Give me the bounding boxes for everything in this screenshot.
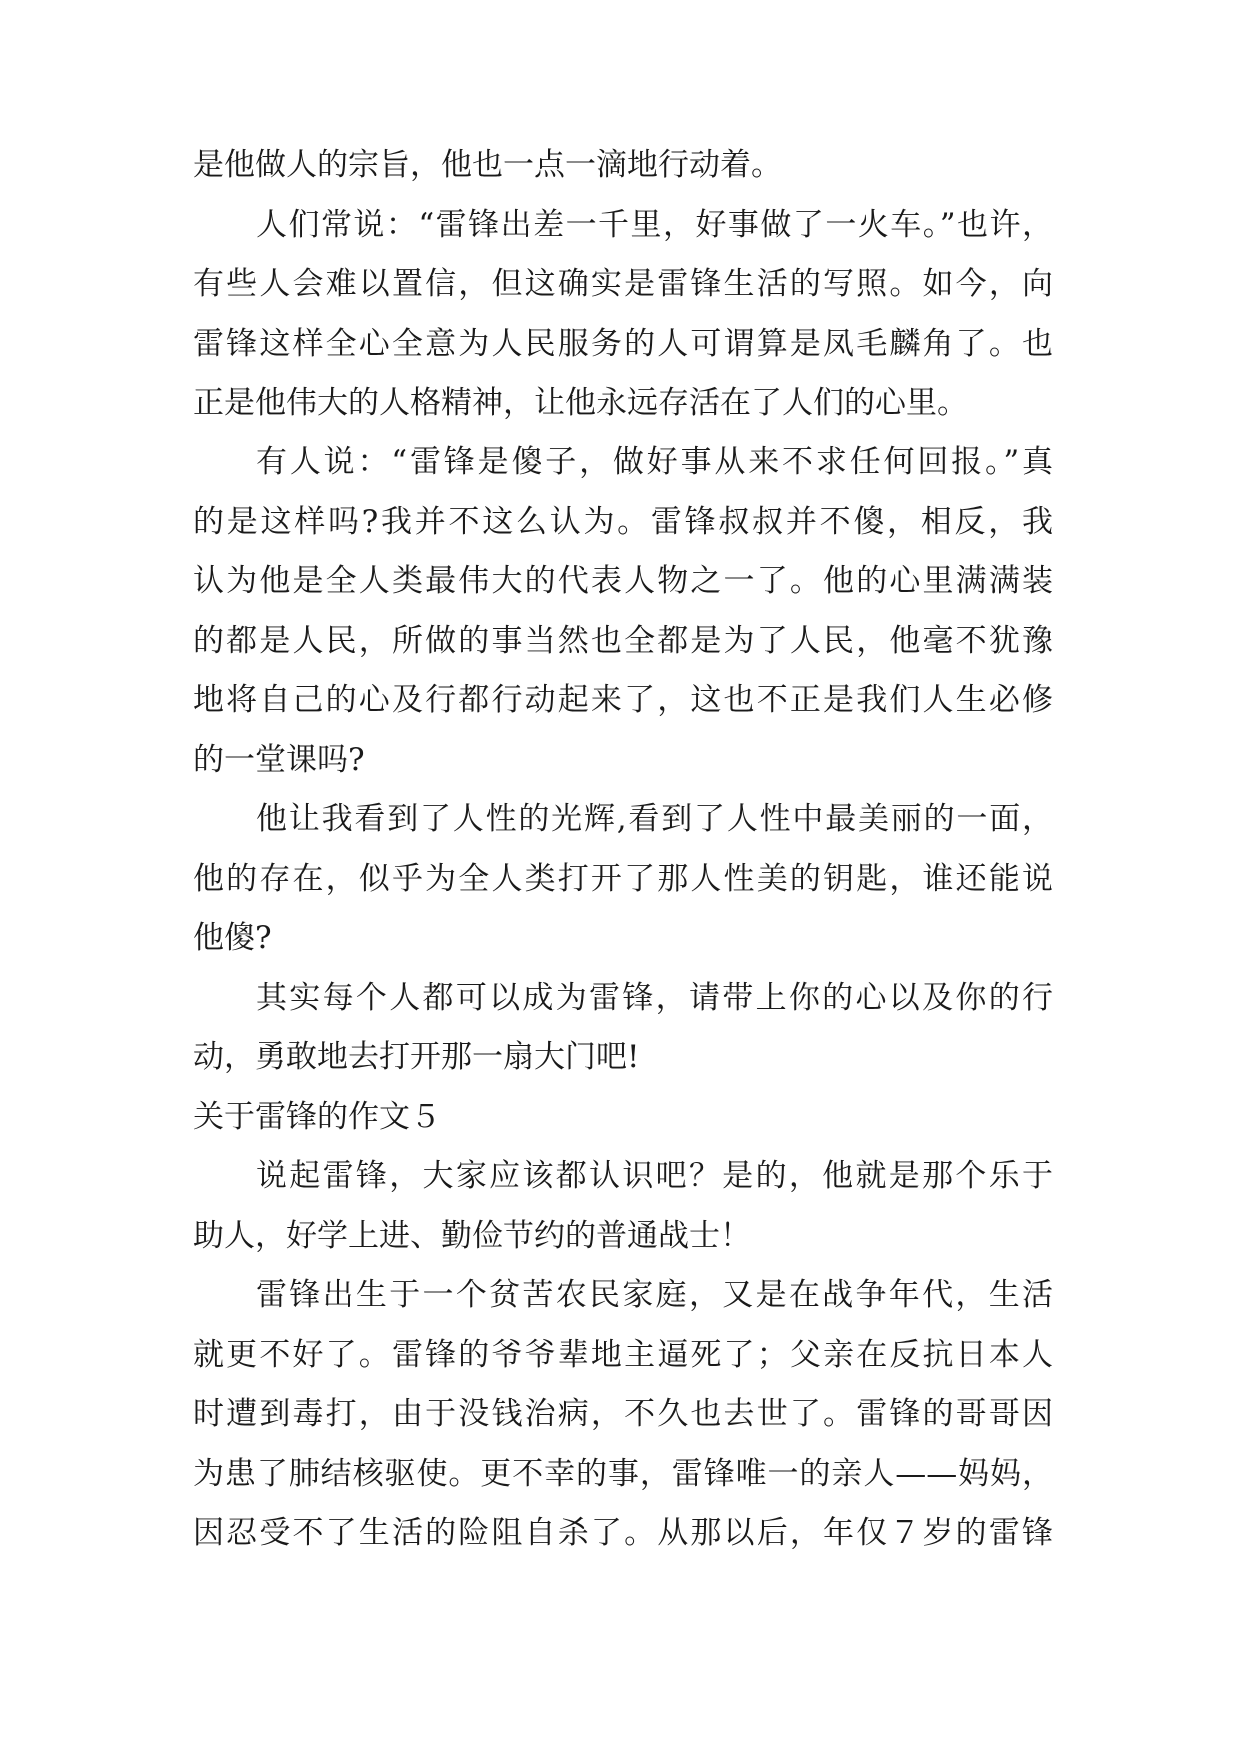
text-line: 他的存在，似乎为全人类打开了那人性美的钥匙，谁还能说 — [193, 861, 1053, 897]
text-line: 的一堂课吗? — [193, 742, 365, 778]
paragraph-first-line: 雷锋出生于一个贫苦农民家庭，又是在战争年代，生活 — [256, 1277, 1053, 1313]
paragraph-first-line: 他让我看到了人性的光辉,看到了人性中最美丽的一面， — [256, 801, 1053, 837]
text-line: 助人，好学上进、勤俭节约的普通战士！ — [193, 1218, 751, 1254]
paragraph-first-line: 有人说：“雷锋是傻子，做好事从来不求任何回报。”真 — [256, 444, 1053, 480]
text-line: 因忍受不了生活的险阻自杀了。从那以后，年仅７岁的雷锋 — [193, 1515, 1053, 1551]
text-line: 是他做人的宗旨，他也一点一滴地行动着。 — [193, 147, 782, 183]
text-line: 地将自己的心及行都行动起来了，这也不正是我们人生必修 — [193, 682, 1053, 718]
text-line: 正是他伟大的人格精神，让他永远存活在了人们的心里。 — [193, 385, 968, 421]
text-line: 雷锋这样全心全意为人民服务的人可谓算是凤毛麟角了。也 — [193, 326, 1053, 362]
paragraph-first-line: 其实每个人都可以成为雷锋，请带上你的心以及你的行 — [256, 980, 1053, 1016]
paragraph-first-line: 人们常说：“雷锋出差一千里，好事做了一火车。”也许， — [256, 207, 1053, 243]
text-line: 就更不好了。雷锋的爷爷辈地主逼死了；父亲在反抗日本人 — [193, 1337, 1053, 1373]
text-line: 的都是人民，所做的事当然也全都是为了人民，他毫不犹豫 — [193, 623, 1053, 659]
text-line: 有些人会难以置信，但这确实是雷锋生活的写照。如今，向 — [193, 266, 1053, 302]
text-line: 时遭到毒打，由于没钱治病，不久也去世了。雷锋的哥哥因 — [193, 1396, 1053, 1432]
text-line: 他傻? — [193, 920, 272, 956]
text-line: 的是这样吗?我并不这么认为。雷锋叔叔并不傻，相反，我 — [193, 504, 1053, 540]
paragraph-first-line: 说起雷锋，大家应该都认识吧？是的，他就是那个乐于 — [256, 1158, 1053, 1194]
text-line: 认为他是全人类最伟大的代表人物之一了。他的心里满满装 — [193, 563, 1053, 599]
text-line: 为患了肺结核驱使。更不幸的事，雷锋唯一的亲人——妈妈， — [193, 1456, 1053, 1492]
section-heading: 关于雷锋的作文５ — [193, 1099, 441, 1135]
text-line: 动，勇敢地去打开那一扇大门吧! — [193, 1039, 640, 1075]
